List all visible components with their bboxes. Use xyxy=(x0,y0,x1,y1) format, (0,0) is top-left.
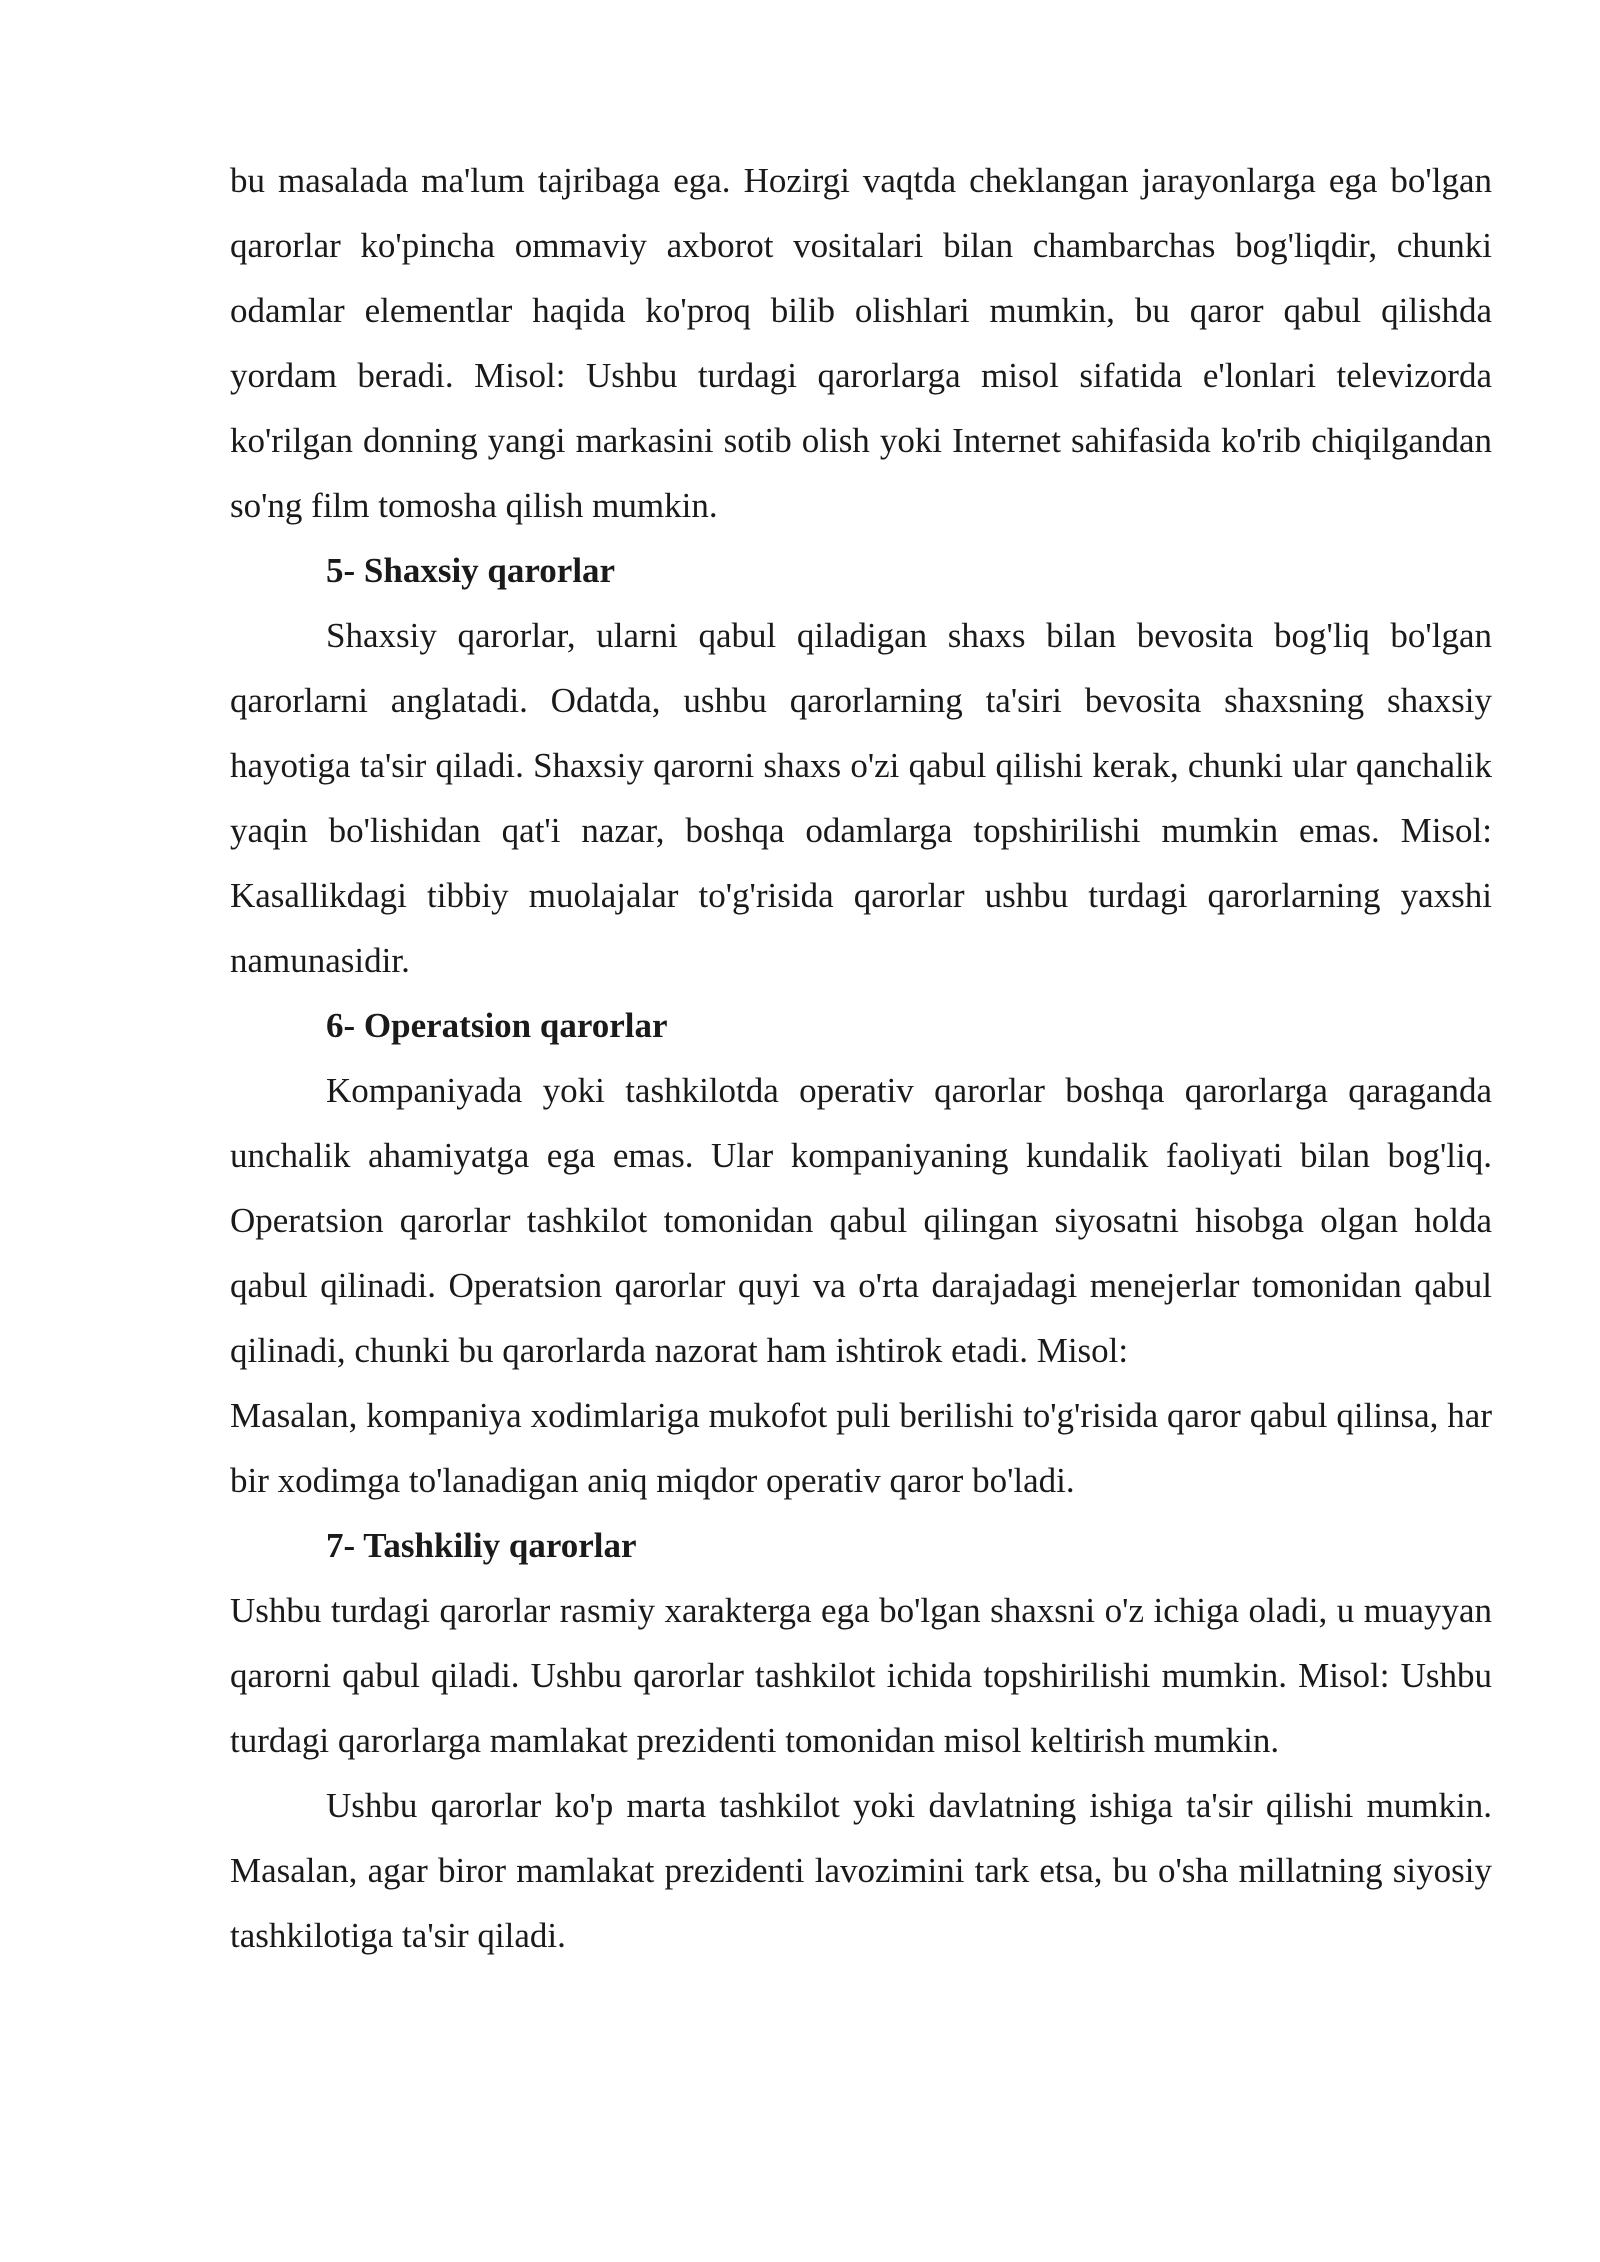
document-body xyxy=(230,148,1492,1968)
paragraph-intro-continuation: bu masalada ma'lum tajribaga ega. Hozirgi vaqtda cheklangan jarayonlarga ega bo'lgan qarorlar ko'pincha ommaviy axborot vositalari bilan chambarchas bog'liqdir, chunki odamlar elementlar haqida ko'proq bilib olishlari mumkin, bu qaror qabul qilishda yordam beradi. Misol: Ushbu turdagi qarorlarga misol sifatida e'lonlari televizorda ko'rilgan donning yangi markasini sotib olish yoki Internet sahifasida ko'rib chiqilgandan so'ng film tomosha qilish mumkin. xyxy=(230,161,1492,525)
section-heading-organizational-decisions: 7- Tashkiliy qarorlar xyxy=(326,1526,637,1565)
paragraph-organizational-impact: Ushbu qarorlar ko'p marta tashkilot yoki davlatning ishiga ta'sir qilishi mumkin. Masalan, agar biror mamlakat prezidenti lavozimini tark etsa, bu o'sha millatning siyosiy tashkilotiga ta'sir qiladi. xyxy=(230,1786,1492,1955)
paragraph-operational-decisions: Kompaniyada yoki tashkilotda operativ qarorlar boshqa qarorlarga qaraganda unchalik ahamiyatga ega emas. Ular kompaniyaning kundalik faoliyati bilan bog'liq. Operatsion qarorlar tashkilot tomonidan qabul qilingan siyosatni hisobga olgan holda qabul qilinadi. Operatsion qarorlar quyi va o'rta darajadagi menejerlar tomonidan qabul qilinadi, chunki bu qarorlarda nazorat ham ishtirok etadi. Misol: xyxy=(230,1071,1492,1370)
paragraph-operational-example: Masalan, kompaniya xodimlariga mukofot puli berilishi to'g'risida qaror qabul qilinsa, har bir xodimga to'lanadigan aniq miqdor operativ qaror bo'ladi. xyxy=(230,1396,1492,1500)
paragraph-organizational-decisions: Ushbu turdagi qarorlar rasmiy xarakterga ega bo'lgan shaxsni o'z ichiga oladi, u muayyan qarorni qabul qiladi. Ushbu qarorlar tashkilot ichida topshirilishi mumkin. Misol: Ushbu turdagi qarorlarga mamlakat prezidenti tomonidan misol keltirish mumkin. xyxy=(230,1591,1492,1760)
paragraph-personal-decisions: Shaxsiy qarorlar, ularni qabul qiladigan shaxs bilan bevosita bog'liq bo'lgan qarorlarni anglatadi. Odatda, ushbu qarorlarning ta'siri bevosita shaxsning shaxsiy hayotiga ta'sir qiladi. Shaxsiy qarorni shaxs o'zi qabul qilishi kerak, chunki ular qanchalik yaqin bo'lishidan qat'i nazar, boshqa odamlarga topshirilishi mumkin emas. Misol: Kasallikdagi tibbiy muolajalar to'g'risida qarorlar ushbu turdagi qarorlarning yaxshi namunasidir. xyxy=(230,616,1492,980)
section-heading-personal-decisions: 5- Shaxsiy qarorlar xyxy=(326,551,616,590)
section-heading-operational-decisions: 6- Operatsion qarorlar xyxy=(326,1006,668,1045)
